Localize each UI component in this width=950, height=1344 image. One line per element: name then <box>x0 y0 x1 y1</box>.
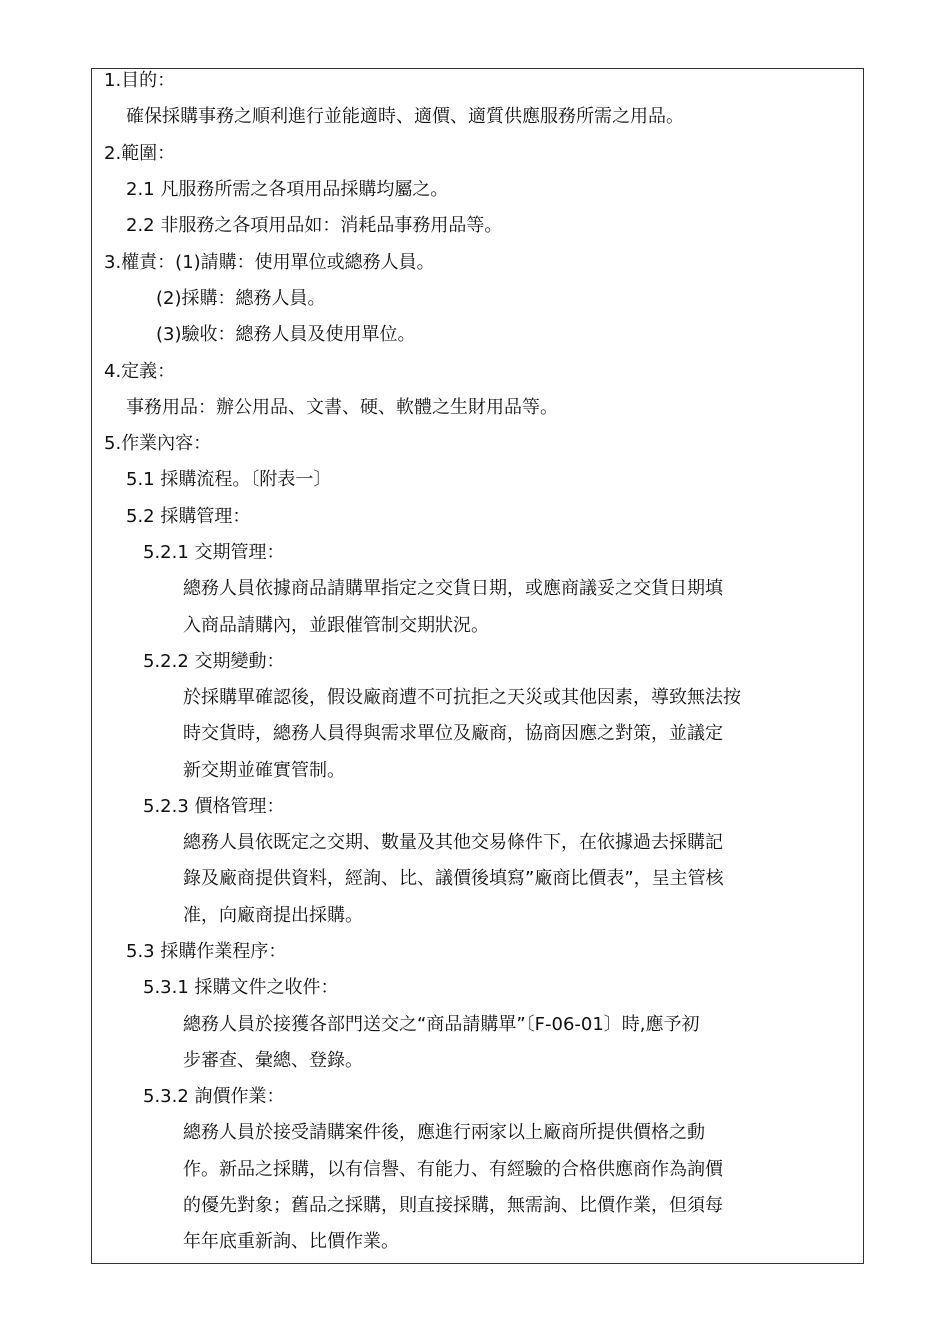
section-5-heading: 5.作業內容： <box>104 433 212 454</box>
section-5-2-2-text: 新交期並確實管制。 <box>183 760 345 781</box>
section-2-heading: 2.範圍： <box>104 143 176 164</box>
section-5-3-1-text: 步審查、彙總、登錄。 <box>183 1050 363 1071</box>
section-5-3-heading: 5.3 採購作業程序： <box>126 941 287 962</box>
section-5-2-2-text: 於採購單確認後，假设廠商遭不可抗拒之天災或其他因素，導致無法按 <box>183 687 741 708</box>
section-3-item-3: (3)驗收：總務人員及使用單位。 <box>156 324 416 345</box>
section-2-2-text: 2.2 非服務之各項用品如：消耗品事務用品等。 <box>126 215 503 236</box>
section-4-heading: 4.定義： <box>104 361 176 382</box>
section-5-3-1-heading: 5.3.1 採購文件之收件： <box>143 977 339 998</box>
section-5-3-1-text: 總務人員於接獲各部門送交之“商品請購單”〔F-06-01〕時,應予初 <box>183 1014 700 1035</box>
section-3-item-2: (2)採購：總務人員。 <box>156 288 326 309</box>
section-5-2-heading: 5.2 採購管理： <box>126 506 251 527</box>
section-5-2-3-text: 准，向廠商提出採購。 <box>183 905 363 926</box>
section-5-3-2-heading: 5.3.2 詢價作業： <box>143 1086 285 1107</box>
section-3-heading: 3.權責：(1)請購：使用單位或總務人員。 <box>104 252 435 273</box>
section-1-heading: 1.目的： <box>104 70 176 91</box>
section-5-2-2-text: 時交貨時，總務人員得與需求單位及廠商，協商因應之對策，並議定 <box>183 723 723 744</box>
section-5-2-3-text: 總務人員依既定之交期、數量及其他交易條件下，在依據過去採購記 <box>183 832 723 853</box>
section-5-2-3-text: 錄及廠商提供資料，經詢、比、議價後填寫”廠商比價表”，呈主管核 <box>183 868 724 889</box>
section-5-2-2-heading: 5.2.2 交期變動： <box>143 651 285 672</box>
section-5-3-2-text: 的優先對象；舊品之採購，則直接採購，無需詢、比價作業，但須每 <box>183 1195 723 1216</box>
section-2-1-text: 2.1 凡服務所需之各項用品採購均屬之。 <box>126 179 449 200</box>
section-5-3-2-text: 年年底重新詢、比價作業。 <box>183 1231 399 1252</box>
section-5-3-2-text: 作。新品之採購，以有信譽、有能力、有經驗的合格供應商作為詢價 <box>183 1159 723 1180</box>
section-5-2-1-heading: 5.2.1 交期管理： <box>143 542 285 563</box>
section-5-3-2-text: 總務人員於接受請購案件後，應進行兩家以上廠商所提供價格之動 <box>183 1122 705 1143</box>
section-5-1-text: 5.1 採購流程。〔附表一〕 <box>126 469 332 490</box>
section-5-2-1-text: 入商品請購內，並跟催管制交期狀況。 <box>183 615 489 636</box>
section-1-text: 確保採購事務之順利進行並能適時、適價、適質供應服務所需之用品。 <box>126 106 684 127</box>
section-4-text: 事務用品：辦公用品、文書、硬、軟體之生財用品等。 <box>126 397 558 418</box>
section-5-2-1-text: 總務人員依據商品請購單指定之交貨日期，或應商議妥之交貨日期填 <box>183 578 723 599</box>
section-5-2-3-heading: 5.2.3 價格管理： <box>143 796 285 817</box>
